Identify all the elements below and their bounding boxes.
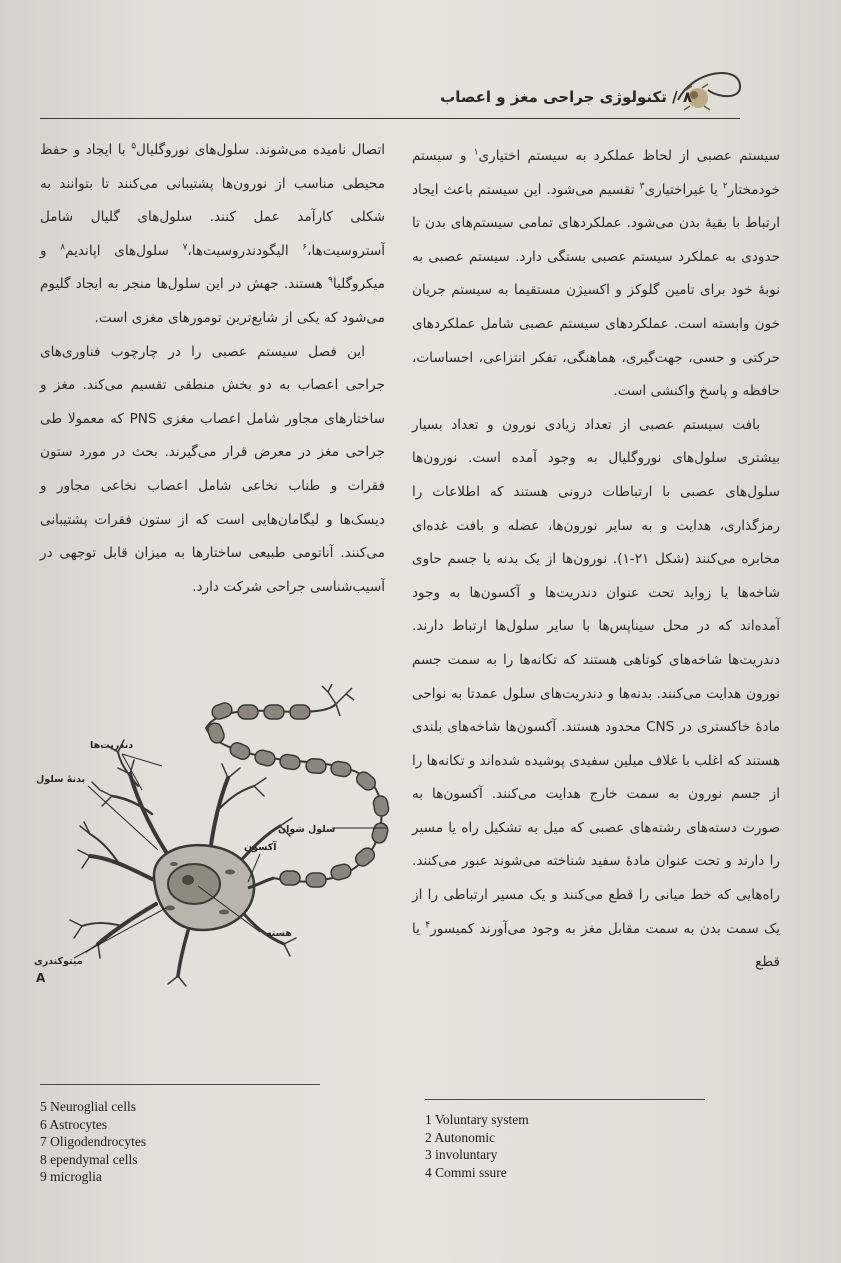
figure-label-axon: آکسون	[244, 842, 277, 853]
footnote-ref: ۷	[182, 242, 188, 253]
paragraph-text: یا قطع	[412, 920, 780, 971]
paragraph-text: این فصل سیستم عصبی را در چارچوب فناوری‌های جراحی اعصاب به دو بخش منطقی تقسیم می‌کند. مغز و ساختارهای مجاور شامل اعصاب مغزی PNS که معمولا طی جراحی مغز در معرض قرار می‌گیرند. بحث در مورد ستون فقرات و طناب نخاعی شامل اعصاب نخاعی مجاور و دیسک‌ها و لیگامان‌هایی است که از ستون فقرات پشتیبانی می‌کنند. آناتومی طبیعی ساختارها به میزان قابل توجهی در آسیب‌شناسی جراحی شرکت دارد.	[40, 343, 385, 595]
figure-label-schwann: سلول شوان	[278, 824, 336, 835]
paragraph-text: بافت سیستم عصبی از تعداد زیادی نورون و تعداد بسیار بیشتری سلول‌های نوروگلیال به وجود آمده است. نورون‌ها سلول‌های عصبی با ارتباطات درونی هستند که اطلاعات را رمزگذاری، هدایت و به سایر نورون‌ها، عضله و بافت غده‌ای مخابره می‌کنند (شکل ۲۱-۱). نورون‌ها از یک بدنه یا جسم حاوی شاخه‌ها یا زواید تحت عنوان دندریت‌ها و آکسون‌ها به وجود آمده‌اند که در محل سیناپس‌ها با سایر سلول‌ها ارتباط دارند. دندریت‌ها شاخه‌های کوتاهی هستند که تکانه‌ها را به سمت جسم نورون هدایت می‌کنند. بدنه‌ها و دندریت‌های سلول عمدتا به نواحی مادهٔ خاکستری در CNS محدود هستند. آکسون‌ها شاخه‌های بلندی هستند که اغلب با غلاف میلین سفیدی پوشیده شده‌اند و تکانه‌ها را از جسم نورون به سمت خارج هدایت می‌کنند. آکسون‌ها به صورت دسته‌های رشته‌های عصبی که میل به تشکیل راه یا مسیر را دارند و تحت عنوان مادهٔ سفید شناخته می‌شوند عبور می‌کنند. راه‌هایی که خط میانی را قطع می‌کنند و یک مسیر ارتباطی را از یک سمت بدن به سمت مقابل مغز به وجود می‌آورند کمیسور	[412, 416, 780, 937]
paragraph-text: سیستم عصبی از لحاظ عملکرد به سیستم اختیاری	[478, 148, 780, 164]
figure-label-cell-body: بدنهٔ سلول	[36, 774, 86, 785]
paragraph-text: یا غیراختیاری	[644, 181, 718, 198]
footnote-item: 3 involuntary	[425, 1147, 498, 1163]
footnote-ref: ۵	[131, 141, 137, 152]
figure-panel-letter: A	[36, 971, 46, 985]
figure-label-mitochondria: میتوکندری	[34, 956, 83, 967]
axon-terminal	[322, 684, 354, 716]
footnote-item: 1 Voluntary system	[425, 1112, 529, 1127]
footnote-ref: ۸	[60, 242, 66, 253]
paragraph-text: با ایجاد و حفظ محیطی مناسب از نورون‌ها پشتیبانی می‌کنند تا بتوانند به شکلی کارآمد عمل کنند. سلول‌های گلیال شامل آستروسیت‌ها،	[40, 142, 385, 259]
footnote-ref: ۲	[722, 181, 728, 192]
footnote-item: 4 Commi ssure	[425, 1164, 507, 1180]
paragraph-text: و میکروگلیا	[40, 242, 385, 293]
paragraph-text: تقسیم می‌شود. این سیستم باعث ایجاد ارتباط با بقیهٔ بدن می‌شود. عملکردهای تمامی سیستم‌های بدن تا حدودی به عملکرد سیستم عصبی بستگی دارد. سیستم عصبی به نوبهٔ خود برای تامین گلوکز و اکسیژن مستقیما به سیستم جریان خون وابسته است. عملکردهای سیستم عصبی شامل عملکردهای حرکتی و حسی، جهت‌گیری، هماهنگی، تفکر انتزاعی، احساسات، حافظه و پاسخ واکنشی است.	[412, 181, 780, 400]
paragraph-text: سلول‌های اپاندیم	[65, 242, 169, 259]
footnote-ref: ۴	[425, 920, 431, 931]
footnotes-left	[40, 1098, 146, 1186]
footnotes-right	[425, 1111, 529, 1181]
paragraph-text: الیگودندروسیت‌ها،	[187, 242, 289, 259]
footnote-item: 8 ependymal cells	[40, 1151, 138, 1167]
figure-label-nucleus: هسته	[266, 928, 292, 939]
footnote-item: 5 Neuroglial cells	[40, 1099, 136, 1114]
footnote-ref: ۶	[302, 242, 308, 253]
right-text-column	[412, 140, 780, 980]
footnote-item: 2 Autonomic	[425, 1129, 496, 1145]
footnote-ref: ۹	[327, 275, 333, 286]
footnote-item: 6 Astrocytes	[40, 1116, 108, 1132]
page-title: ۸ / تکنولوژی جراحی مغز و اعصاب	[440, 88, 692, 106]
paragraph-text: اتصال نامیده می‌شوند. سلول‌های نوروگلیال	[136, 142, 385, 158]
figure-label-dendrites: دندریت‌ها	[90, 740, 134, 751]
footnote-item: 9 microglia	[40, 1169, 102, 1185]
nucleus	[168, 864, 220, 904]
left-text-column	[40, 134, 385, 604]
paragraph-text: و سیستم خودمختار	[412, 148, 781, 198]
footnote-item: 7 Oligodendrocytes	[40, 1134, 147, 1150]
footnote-ref: ۱	[473, 147, 479, 158]
paragraph-text: هستند. جهش در این سلول‌ها منجر به ایجاد گلیوم می‌شود که یکی از شایع‌ترین تومورهای مغزی است.	[40, 276, 385, 326]
footnote-ref: ۳	[639, 181, 645, 192]
neuron-figure	[34, 682, 400, 992]
footnote-divider-right	[425, 1099, 705, 1100]
footnote-divider-left	[40, 1084, 320, 1085]
nucleolus	[182, 875, 194, 885]
page-header	[40, 82, 740, 119]
